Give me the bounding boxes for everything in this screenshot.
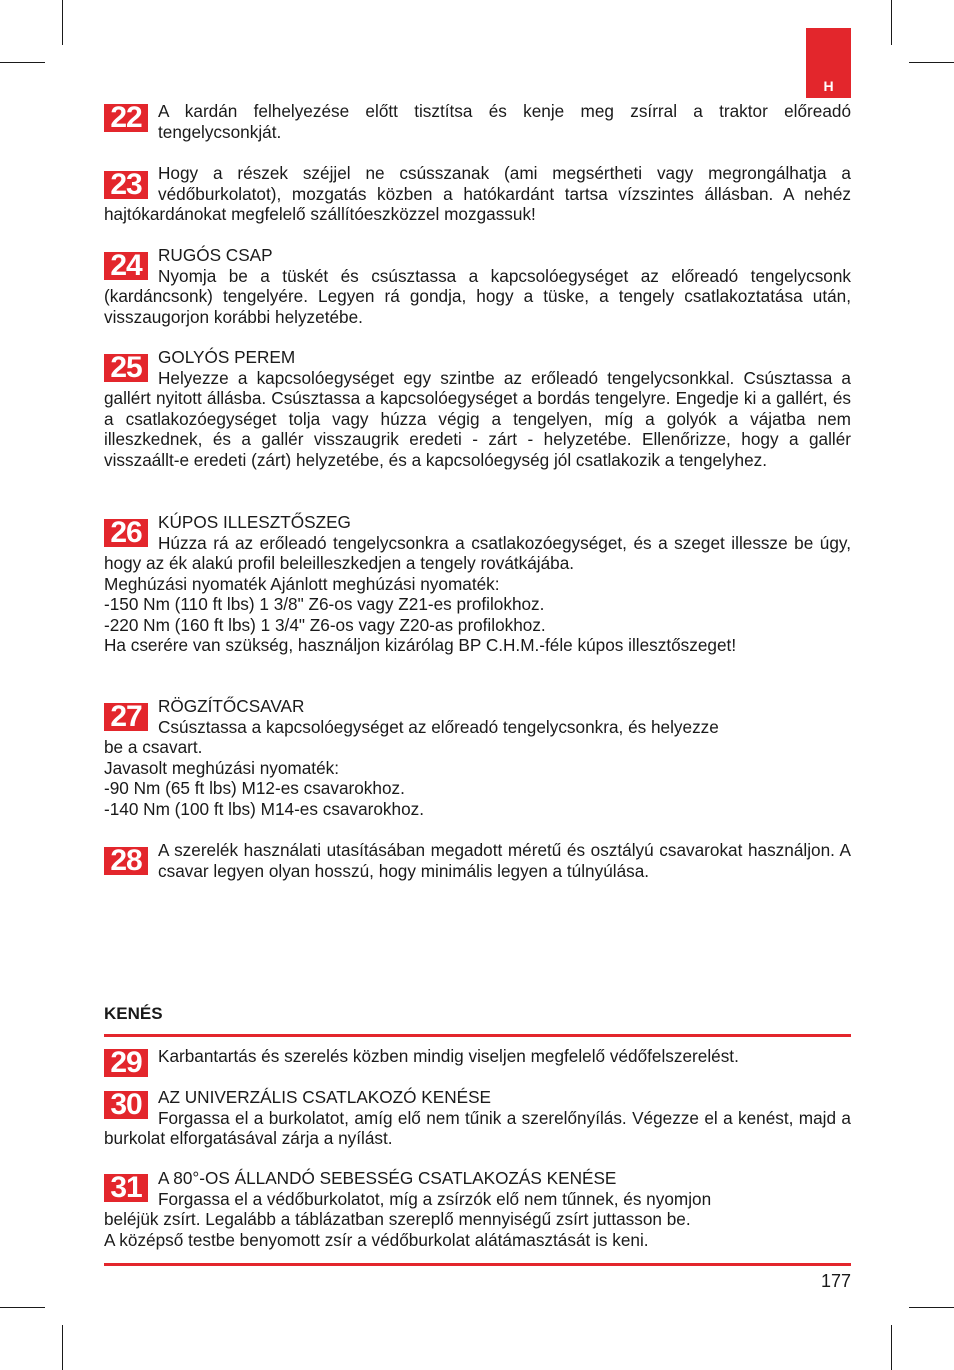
section-text: A középső testbe benyomott zsír a védőburkolat alátámasztását is keni. (104, 1229, 649, 1250)
torque-value: -150 Nm (110 ft lbs) 1 3/8" Z6-os vagy Z21-es profilokhoz. (104, 594, 545, 614)
step-number: 27 (104, 703, 148, 731)
section-text: Hogy a részek széjjel ne csússzanak (ami megsértheti vagy megrongálhatja a védőburkolatot), mozgatás közben a hatókardánt tartsa vízszintes állásban. A nehéz hajtókardánokat megfelelő szállítóeszközzel mozgassuk! (104, 163, 851, 224)
step-number: 23 (104, 171, 148, 199)
step-number: 31 (104, 1174, 148, 1202)
lubrication-heading: KENÉS (104, 1004, 163, 1023)
crop-mark (0, 1307, 45, 1308)
torque-label: Javasolt meghúzási nyomaték: (104, 757, 340, 778)
section-title: RÖGZÍTŐCSAVAR (158, 696, 305, 716)
step-number: 25 (104, 354, 148, 382)
divider-bottom (104, 1263, 851, 1266)
crop-mark (891, 1325, 892, 1370)
crop-mark (62, 0, 63, 45)
section-text: Csúsztassa a kapcsolóegységet az előreadó tengelycsonkra, és helyezze (158, 716, 719, 737)
section-title: KÚPOS ILLESZTŐSZEG (158, 512, 351, 532)
step-number: 24 (104, 252, 148, 280)
section-26 (104, 512, 851, 656)
divider-top (104, 1034, 851, 1037)
language-tab (806, 28, 851, 98)
section-text: Húzza rá az erőleadó tengelycsonkra a csatlakozóegységet, és a szeget illessze be úgy, hogy az ék alakú profil beleilleszkedjen a tengely rovátkájába. (104, 532, 851, 573)
crop-mark (0, 62, 45, 63)
crop-mark (909, 62, 954, 63)
section-text: Nyomja be a tüskét és csúsztassa a kapcsolóegységet az előreadó tengelycsonk (kardáncsonk) tengelyére. Legyen rá gondja, hogy a tüske, a tengely csatlakoztatása után, visszaugorjon korábbi helyzetébe. (104, 265, 851, 327)
section-28 (104, 840, 851, 881)
section-22 (104, 101, 851, 142)
section-title: RUGÓS CSAP (158, 245, 273, 265)
language-tab-label: H (823, 78, 834, 94)
torque-value: -90 Nm (65 ft lbs) M12-es csavarokhoz. (104, 778, 405, 798)
crop-mark (62, 1325, 63, 1370)
section-text: Ha cserére van szükség, használjon kizárólag BP C.H.M.-féle kúpos illesztőszeget! (104, 635, 737, 655)
section-24 (104, 245, 851, 327)
section-title: AZ UNIVERZÁLIS CSATLAKOZÓ KENÉSE (158, 1087, 492, 1107)
section-text: be a csavart. (104, 737, 203, 757)
crop-mark (909, 1307, 954, 1308)
torque-value: -220 Nm (160 ft lbs) 1 3/4" Z6-os vagy Z20-as profilokhoz. (104, 614, 546, 635)
section-text: Forgassa el a védőburkolatot, míg a zsírzók elő nem tűnnek, és nyomjon (158, 1188, 712, 1209)
section-27 (104, 696, 851, 819)
section-29 (104, 1046, 851, 1077)
step-number: 28 (104, 847, 148, 875)
section-title: A 80°-OS ÁLLANDÓ SEBESSÉG CSATLAKOZÁS KENÉSE (158, 1168, 617, 1188)
section-text: Helyezze a kapcsolóegységet egy szintbe az erőleadó tengelycsonkkal. Csúsztassa a gallért nyitott állásba. Csúsztassa a kapcsolóegységet a bordás tengelyre. Engedje ki a gallért, és a csatlakozóegységet tolja vagy húzza végig a tengelyen, míg a golyók a vájatba nem illeszkednek, és a gallér visszaugrik eredeti - zárt - helyzetébe. Ellenőrizze, hogy a gallér visszaállt-e eredeti (zárt) helyzetébe, és a kapcsolóegység jól csatlakozik a tengelyhez. (104, 367, 851, 470)
page-number: 177 (820, 1271, 851, 1291)
step-number: 26 (104, 519, 148, 547)
torque-label: Meghúzási nyomaték Ajánlott meghúzási nyomaték: (104, 573, 500, 594)
section-30 (104, 1087, 851, 1149)
section-25 (104, 347, 851, 470)
step-number: 29 (104, 1049, 148, 1077)
section-text: beléjük zsírt. Legalább a táblázatban szereplő mennyiségű zsírt juttasson be. (104, 1209, 691, 1229)
step-number: 30 (104, 1091, 148, 1119)
section-title: GOLYÓS PEREM (158, 347, 296, 367)
section-text: A szerelék használati utasításában megadott méretű és osztályú csavarokat használjon. A csavar legyen olyan hosszú, hogy minimális legyen a túlnyúlása. (158, 840, 851, 881)
section-31 (104, 1168, 851, 1250)
crop-mark (891, 0, 892, 45)
section-text: Karbantartás és szerelés közben mindig viseljen megfelelő védőfelszerelést. (158, 1046, 739, 1066)
section-text: A kardán felhelyezése előtt tisztítsa és kenje meg zsírral a traktor előreadó tengelycsonkját. (158, 101, 851, 142)
section-text: Forgassa el a burkolatot, amíg elő nem tűnik a szerelőnyílás. Végezze el a kenést, majd a burkolat elforgatásával zárja a nyílást. (104, 1107, 851, 1148)
section-23 (104, 163, 851, 225)
torque-value: -140 Nm (100 ft lbs) M14-es csavarokhoz. (104, 798, 424, 819)
step-number: 22 (104, 104, 148, 132)
